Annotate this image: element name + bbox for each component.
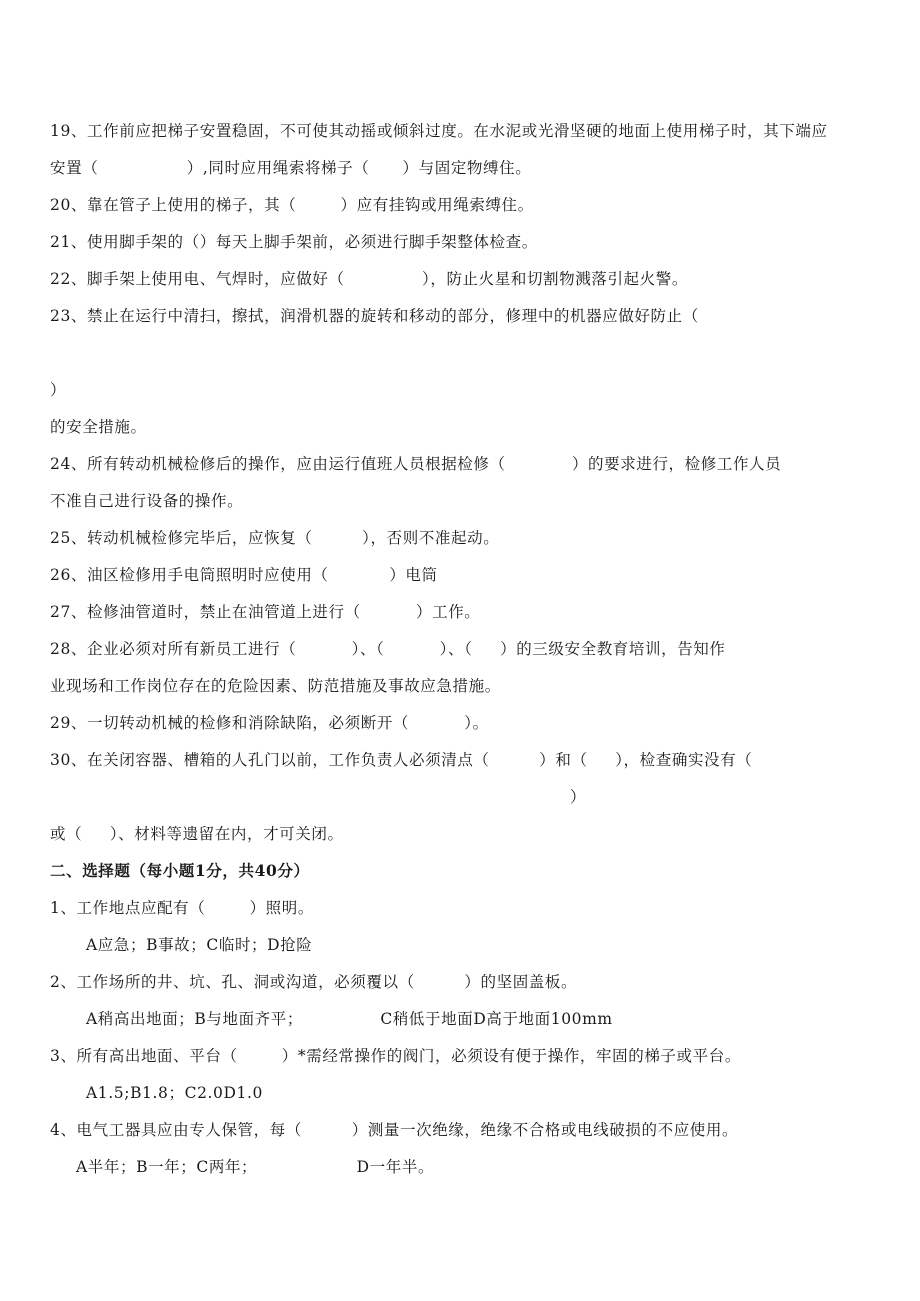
question-24-line-1: 24、所有转动机械检修后的操作，应由运行值班人员根据检修（ ）的要求进行，检修工作人员 <box>50 455 782 473</box>
question-22: 22、脚手架上使用电、气焊时，应做好（ ），防止火星和切割物溅落引起火警。 <box>50 270 688 288</box>
question-29: 29、一切转动机械的检修和消除缺陷，必须断开（ ）。 <box>50 714 489 732</box>
choice-4: 4、电气工器具应由专人保管，每（ ）测量一次绝缘，绝缘不合格或电线破损的不应使用。 <box>50 1121 739 1139</box>
choice-2-options: A稍高出地面；B与地面齐平； C稍低于地面D高于地面100mm <box>86 1010 613 1028</box>
choice-3-options: A1.5;B1.8；C2.0D1.0 <box>86 1084 263 1102</box>
question-30-line-2: ） <box>570 788 587 806</box>
question-23-line-2: ） <box>50 381 67 399</box>
choice-3: 3、所有高出地面、平台（ ）*需经常操作的阀门，必须设有便于操作，牢固的梯子或平台。 <box>50 1047 741 1065</box>
question-19-line-2: 安置（ ）,同时应用绳索将梯子（ ）与固定物缚住。 <box>50 159 532 177</box>
choice-2: 2、工作场所的井、坑、孔、洞或沟道，必须覆以（ ）的坚固盖板。 <box>50 973 578 991</box>
question-30-line-1: 30、在关闭容器、槽箱的人孔门以前，工作负责人必须清点（ ）和（ ），检查确实没有（ <box>50 751 753 769</box>
question-21: 21、使用脚手架的（）每天上脚手架前，必须进行脚手架整体检查。 <box>50 233 538 251</box>
question-23-line-3: 的安全措施。 <box>50 418 147 436</box>
choice-4-options: A半年；B一年；C两年； D一年半。 <box>76 1158 435 1176</box>
question-30-line-3: 或（ ）、材料等遗留在内，才可关闭。 <box>50 825 344 843</box>
question-23-line-1: 23、禁止在运行中清扫，擦拭，润滑机器的旋转和移动的部分，修理中的机器应做好防止（ <box>50 307 699 325</box>
question-19-line-1: 19、工作前应把梯子安置稳固，不可使其动摇或倾斜过度。在水泥或光滑坚硬的地面上使用梯子时，其下端应 <box>50 122 828 140</box>
question-28-line-2: 业现场和工作岗位存在的危险因素、防范措施及事故应急措施。 <box>50 677 501 695</box>
question-26: 26、油区检修用手电筒照明时应使用（ ）电筒 <box>50 566 438 584</box>
question-24-line-2: 不准自己进行设备的操作。 <box>50 492 244 510</box>
question-25: 25、转动机械检修完毕后，应恢复（ ），否则不准起动。 <box>50 529 500 547</box>
choice-1-options: A应急；B事故；C临时；D抢险 <box>86 936 313 954</box>
question-27: 27、检修油管道时，禁止在油管道上进行（ ）工作。 <box>50 603 481 621</box>
section-2-heading: 二、选择题（每小题1分，共40分） <box>50 861 310 880</box>
choice-1: 1、工作地点应配有（ ）照明。 <box>50 899 314 917</box>
question-28-line-1: 28、企业必须对所有新员工进行（ ）、（ ）、（ ）的三级安全教育培训，告知作 <box>50 640 726 658</box>
question-20: 20、靠在管子上使用的梯子，其（ ）应有挂钩或用绳索缚住。 <box>50 196 534 214</box>
